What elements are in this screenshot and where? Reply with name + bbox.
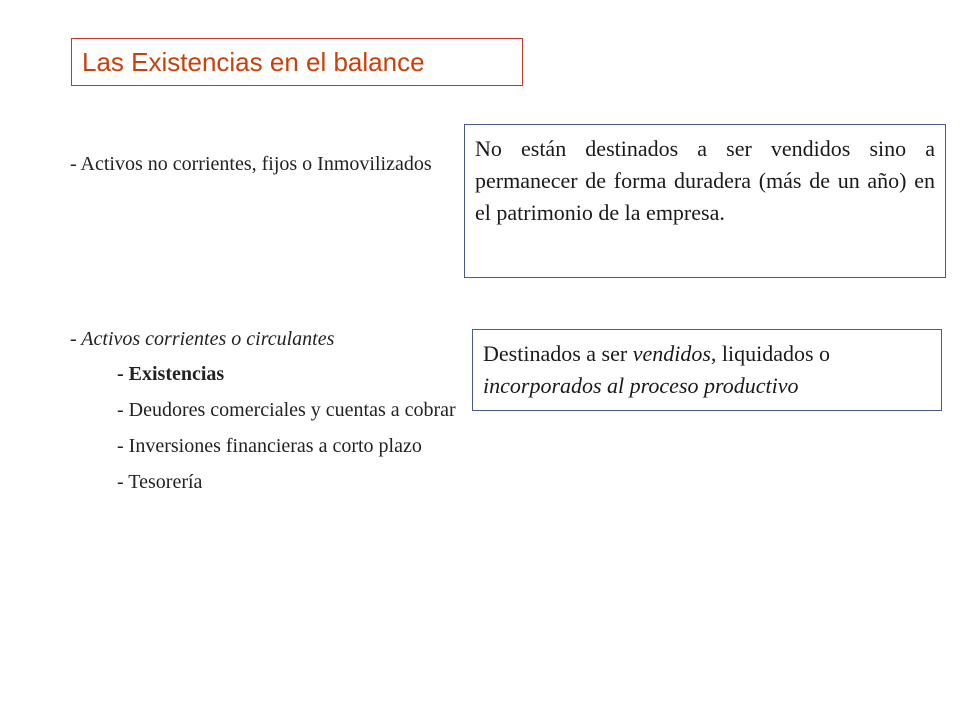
noncurrent-assets-description: No están destinados a ser vendidos sino a permanecer de forma duradera (más de un año) en el patrimonio de la empresa.: [464, 124, 946, 278]
current-assets-description: [472, 329, 942, 411]
list-item-tesoreria: - Tesorería: [117, 471, 203, 493]
list-item-deudores: - Deudores comerciales y cuentas a cobrar: [117, 399, 456, 421]
list-item-inversiones: - Inversiones financieras a corto plazo: [117, 435, 422, 457]
description-text-3: , liquidados o: [710, 341, 831, 366]
description-text-4: incorporados al proceso productivo: [483, 373, 799, 398]
current-assets-section: [70, 325, 470, 504]
list-item-existencias: - Existencias: [117, 363, 225, 385]
description-text-1: Destinados a ser: [483, 341, 633, 366]
noncurrent-assets-label: - Activos no corrientes, fijos o Inmovilizados: [70, 153, 432, 175]
page-title: Las Existencias en el balance: [71, 38, 523, 86]
current-assets-list: [117, 360, 477, 496]
current-assets-label: - Activos corrientes o circulantes: [70, 328, 335, 350]
description-text-2: vendidos: [632, 341, 711, 366]
